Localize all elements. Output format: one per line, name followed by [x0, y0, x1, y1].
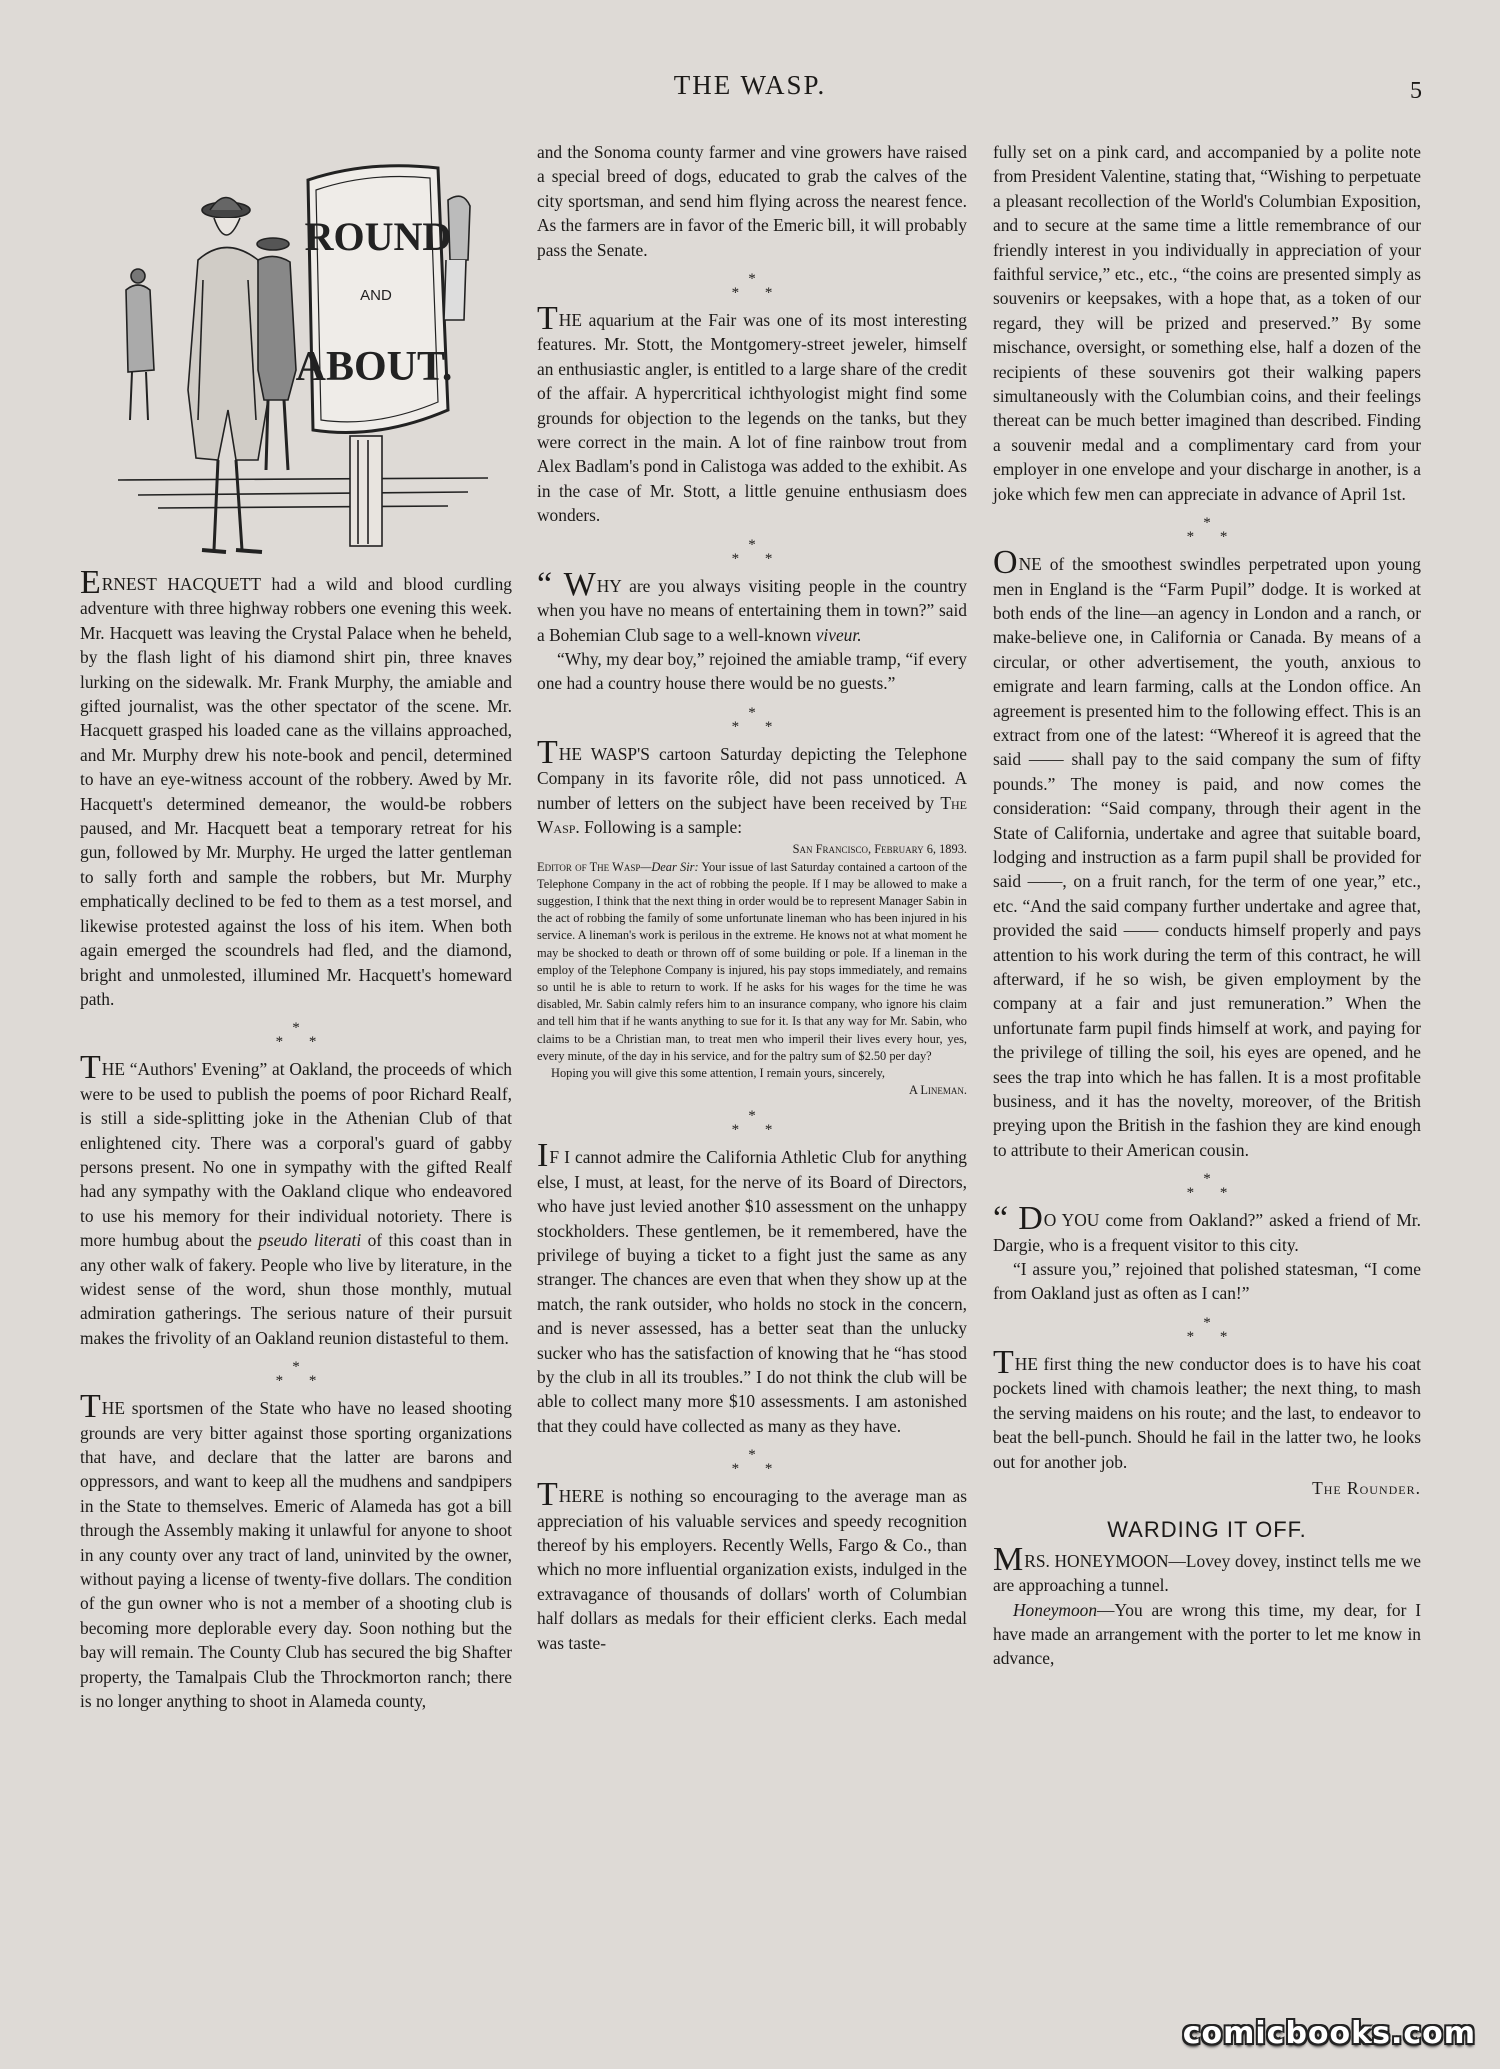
article-hacquett: [80, 564, 512, 1011]
article-text: RS. HONEYMOON—Lovey dovey, instinct tells me we are approaching a tunnel.: [993, 1550, 1421, 1596]
article-text: HE first thing the new conductor does is to have his coat pockets lined with chamois leather; the next thing, to mash the serving maidens on his route; and the last, to endeavor to beat the bell-punch. Should he fail in the latter two, he looks out for another job.: [993, 1353, 1421, 1472]
drop-cap: “ D: [993, 1200, 1043, 1238]
section-divider: * * *: [731, 1108, 773, 1139]
drop-cap: T: [537, 300, 558, 338]
column-2: [537, 140, 967, 1655]
wasp-name: The Wasp.: [537, 792, 967, 837]
drop-cap: “ W: [537, 565, 596, 603]
column-1: [80, 564, 512, 1713]
article-bohemian: [537, 565, 967, 647]
drop-cap: T: [80, 1049, 101, 1087]
article-honeymoon-reply: [993, 1598, 1421, 1671]
article-text: HE WASP'S cartoon Saturday depicting the Telephone Company in its favorite rôle, did not pass unnoticed. A number of letters on the subject have been received by: [537, 743, 967, 813]
article-text: HERE is nothing so encouraging to the average man as appreciation of his valuable services and speedy recognition thereof by his employers. Recently Wells, Fargo & Co., than which no more influential organization exists, indulged in the extravagance of thousands of dollars' worth of Columbian half dollars as medals for their efficient clerks. Each medal was taste-: [537, 1486, 967, 1653]
letter-body: Your issue of last Saturday contained a cartoon of the Telephone Company in the act of robbing the people. If I may be allowed to make a suggestion, I think that the next thing in order would be to represent Manager Sabin in the act of robbing the family of some unfortunate lineman who has been injured in his service. A lineman's work is perilous in the extreme. He knows not at what moment he may be shocked to death or thrown off of some building or pole. If a lineman in the employ of the Telephone Company is injured, his pay stops immediately, and remains so until he is able to return to work. If he asks for his wages for the time he was disabled, Mr. Sabin calmly refers him to an insurance company, who ignore his claim and tell him that if he wants anything to sue for it. Is that any way for Mr. Sabin, who claims to be a Christian man, to treat men who imperil their lives every hour, yes, every minute, of the day in his service, and for the paltry sum of $2.50 per day?: [537, 859, 967, 1063]
drop-cap: I: [537, 1137, 549, 1175]
column-3: [993, 140, 1421, 1671]
illus-word-and: AND: [360, 287, 392, 304]
article-authors-evening: [80, 1049, 512, 1350]
page-header: THE WASP.: [673, 70, 827, 100]
letter-signature: A Lineman.: [908, 1083, 967, 1098]
article-athletic-club: [537, 1137, 967, 1438]
article-text: of this coast than in any other walk of fakery. People who live by literature, in the widest sense of the word, shun those monthly, mutual admiration gatherings. The serious nature of their pursuit makes the frivolity of an Oakland reunion distasteful to them.: [80, 1230, 512, 1348]
article-italic: viveur.: [815, 624, 862, 645]
article-sportsmen: [80, 1388, 512, 1713]
letter-salutation: —Dear Sir:: [640, 859, 699, 874]
article-oakland: [993, 1200, 1421, 1257]
letter-editor: Editor of The Wasp: [537, 859, 641, 874]
drop-cap: T: [537, 1476, 558, 1514]
section-heading: WARDING IT OFF.: [1107, 1517, 1307, 1543]
article-wells-fargo: [537, 1476, 967, 1655]
article-text: NE of the smoothest swindles perpetrated upon young men in England is the “Farm Pupil” dodge. It is worked at both ends of the line—an agency in London and a ranch, or make-believe one, in California or Canada. By means of a circular, or other advertisement, the youth, anxious to emigrate and learn farming, calls at the London office. An agreement is presented him to the following effect. This is an extract from one of the latest: “Whereof it is agreed that the said —— shall pay to the said company the sum of fifty pounds.” The money is paid, and now comes the consideration: “Said company, through their agent in the State of California, undertake and agree that suitable board, lodging and instruction as a farm pupil shall be provided for said ——, on a fruit ranch, for the term of one year,” etc., etc. “And the said company further undertake and agree that, provided the said —— conducts himself properly and pays attention to his work during the term of this contract, he will afterward, if he so wish, be given employment by the company at a fair and just remuneration.” When the unfortunate farm pupil finds himself at work, and paying for the privilege of tilling the soil, his eyes are opened, and he sees the trap into which he has fallen. It is a most profitable business, and it has the novelty, moreover, of the British preying upon the British in the fashion they are kind enough to attribute to their American cousin.: [993, 554, 1421, 1160]
drop-cap: O: [993, 544, 1018, 582]
article-text: HE “Authors' Evening” at Oakland, the proceeds of which were to be used to publish the poems of poor Richard Realf, is still a side-splitting joke in the Athenian Club of that enlightened city. There was a corporal's guard of gabby persons present. No one in sympathy with the gifted Realf had any sympathy with the Oakland clique who endeavored to use his memory for their individual notoriety. There is more humbug about the: [80, 1059, 512, 1251]
section-divider: * * *: [1186, 1314, 1228, 1345]
round-and-about-illustration: [118, 140, 488, 560]
article-text: HE sportsmen of the State who have no leased shooting grounds are very bitter against those sporting organizations that have, and declare that the latter are barons and oppressors, and want to keep all the mudhens and sandpipers in the State to themselves. Emeric of Alameda has got a bill through the Assembly making it unlawful for anyone to shoot in any county over any tract of land, uninvited by the owner, without paying a license of twenty-five dollars. The condition of the gun owner who is not a member of a shooting club is becoming more deplorable every day. Soon nothing but the bay will remain. The County Club has secured the big Shafter property, the Tamalpais Club the Throckmorton ranch; there is no longer anything to shoot in Alameda county,: [80, 1398, 512, 1712]
article-text: and the Sonoma county farmer and vine growers have raised a special breed of dogs, educated to grab the calves of the city sportsman, and send him flying across the nearest fence. As the farmers are in favor of the Emeric bill, it will probably pass the Senate.: [537, 142, 967, 260]
section-divider: * * *: [275, 1359, 317, 1390]
illus-word-about: ABOUT.: [295, 344, 453, 390]
article-bohemian-reply: “Why, my dear boy,” rejoined the amiable tramp, “if every one had a country house there would be no guests.”: [537, 648, 967, 694]
article-wells-fargo-continued: fully set on a pink card, and accompanied by a polite note from President Valentine, stating that, “Wishing to perpetuate a pleasant recollection of the World's Columbian Exposition, and to secure at the same time a little remembrance of our friendly interest in you individually in appreciation of your faithful service,” etc., etc., “the coins are presented simply as souvenirs or keepsakes, with a hope that, as a token of our regard, they will be prized and preserved.” By some mischance, oversight, or something else, half a dozen of the recipients of these souvenirs got their walking papers simultaneously with the Columbian coins, and their feelings thereat can be much better imagined than described. Finding a souvenir medal and a complimentary card from your employer in one envelope and your discharge in another, is a joke which few men can appreciate in advance of April 1st.: [993, 142, 1421, 504]
drop-cap: T: [993, 1343, 1014, 1381]
article-text: —You are wrong this time, my dear, for I have made an arrangement with the porter to let me know in advance,: [993, 1599, 1421, 1669]
author-signature: The Rounder.: [1312, 1477, 1421, 1498]
section-divider: * * *: [731, 1447, 773, 1478]
article-sportsmen-continued: [537, 140, 967, 262]
section-divider: * * *: [731, 704, 773, 735]
article-italic: pseudo literati: [258, 1230, 362, 1251]
article-telephone: [537, 733, 967, 840]
article-oakland-reply: “I assure you,” rejoined that polished statesman, “I come from Oakland just as often as I can!”: [993, 1259, 1421, 1304]
drop-cap: T: [537, 733, 558, 771]
illus-word-round: ROUND: [304, 214, 452, 259]
drop-cap: E: [80, 564, 101, 601]
article-text: RNEST HACQUETT had a wild and blood curdling adventure with three highway robbers one evening this week. Mr. Hacquett was leaving the Crystal Palace when he beheld, by the flash light of his diamond shirt pin, three knaves lurking on the sidewalk. Mr. Frank Murphy, the amiable and gifted journalist, was the other spectator of the scene. Mr. Hacquett grasped his loaded cane as the villains approached, and Mr. Murphy drew his note-book and pencil, determined to have an eye-witness account of the robbery. Awed by Mr. Hacquett's determined demeanor, the would-be robbers paused, and Mr. Hacquett beat a temporary retreat for his gun, followed by Mr. Murphy. He urged the latter gentleman to sally forth and sample the robbers, but Mr. Murphy emphatically declined to be fed to them as a test morsel, and likewise protested against the loss of his item. When both again emerged the scoundrels had fled, and the diamond, bright and unmolested, illumined Mr. Hacquett's homeward path.: [80, 574, 512, 1009]
letter-close: Hoping you will give this some attention, I remain yours, sincerely,: [551, 1065, 886, 1080]
site-watermark: comicbooks.com: [1182, 2016, 1476, 2051]
article-honeymoon: [993, 1540, 1421, 1598]
article-conductor: [993, 1343, 1421, 1474]
article-text: F I cannot admire the California Athletic Club for anything else, I must, at least, for the nerve of its Board of Directors, who have just levied another $10 assessment on the unhappy stockholders. These gentlemen, be it remembered, have the privilege of buying a ticket to a fight just the same as any stranger. The chances are even that when they show up at the match, the rank outsider, who holds no stock in the concern, and is never assessed, has a better seat than the unlucky sucker who has the satisfaction of knowing that he “has stood by the club in all its troubles.” I do not think the club will be able to collect many more $10 assessments. I am astonished that they could have collected as many as they have.: [537, 1147, 967, 1436]
speaker-name: Honeymoon: [1013, 1599, 1098, 1620]
article-aquarium: [537, 300, 967, 528]
section-divider: * * *: [1186, 1171, 1228, 1202]
letter-to-editor: [537, 841, 967, 1099]
drop-cap: T: [80, 1388, 101, 1426]
section-divider: * * *: [731, 271, 773, 302]
page-number: 5: [1410, 78, 1422, 104]
section-divider: * * *: [731, 536, 773, 567]
section-divider: * * *: [1186, 515, 1228, 546]
section-divider: * * *: [275, 1020, 317, 1051]
article-farm-pupil: [993, 544, 1421, 1162]
letter-dateline: San Francisco, February 6, 1893.: [792, 842, 967, 857]
article-text: HY are you always visiting people in the country when you have no means of entertaining them in town?” said a Bohemian Club sage to a well-known: [537, 575, 967, 645]
article-text: Following is a sample:: [579, 816, 743, 837]
article-text: HE aquarium at the Fair was one of its most interesting features. Mr. Stott, the Montgomery-street jeweler, himself an enthusiastic angler, is entitled to a large share of the credit of the affair. A hypercritical ichthyologist might find some grounds for objection to the legends on the tanks, but they were correct in the main. A lot of fine rainbow trout from Alex Badlam's pond in Calistoga was added to the exhibit. As in the case of Mr. Stott, a little genuine enthusiasm does wonders.: [537, 310, 967, 526]
drop-cap: M: [993, 1540, 1024, 1578]
article-text: O YOU come from Oakland?” asked a friend of Mr. Dargie, who is a frequent visitor to this city.: [993, 1210, 1421, 1255]
